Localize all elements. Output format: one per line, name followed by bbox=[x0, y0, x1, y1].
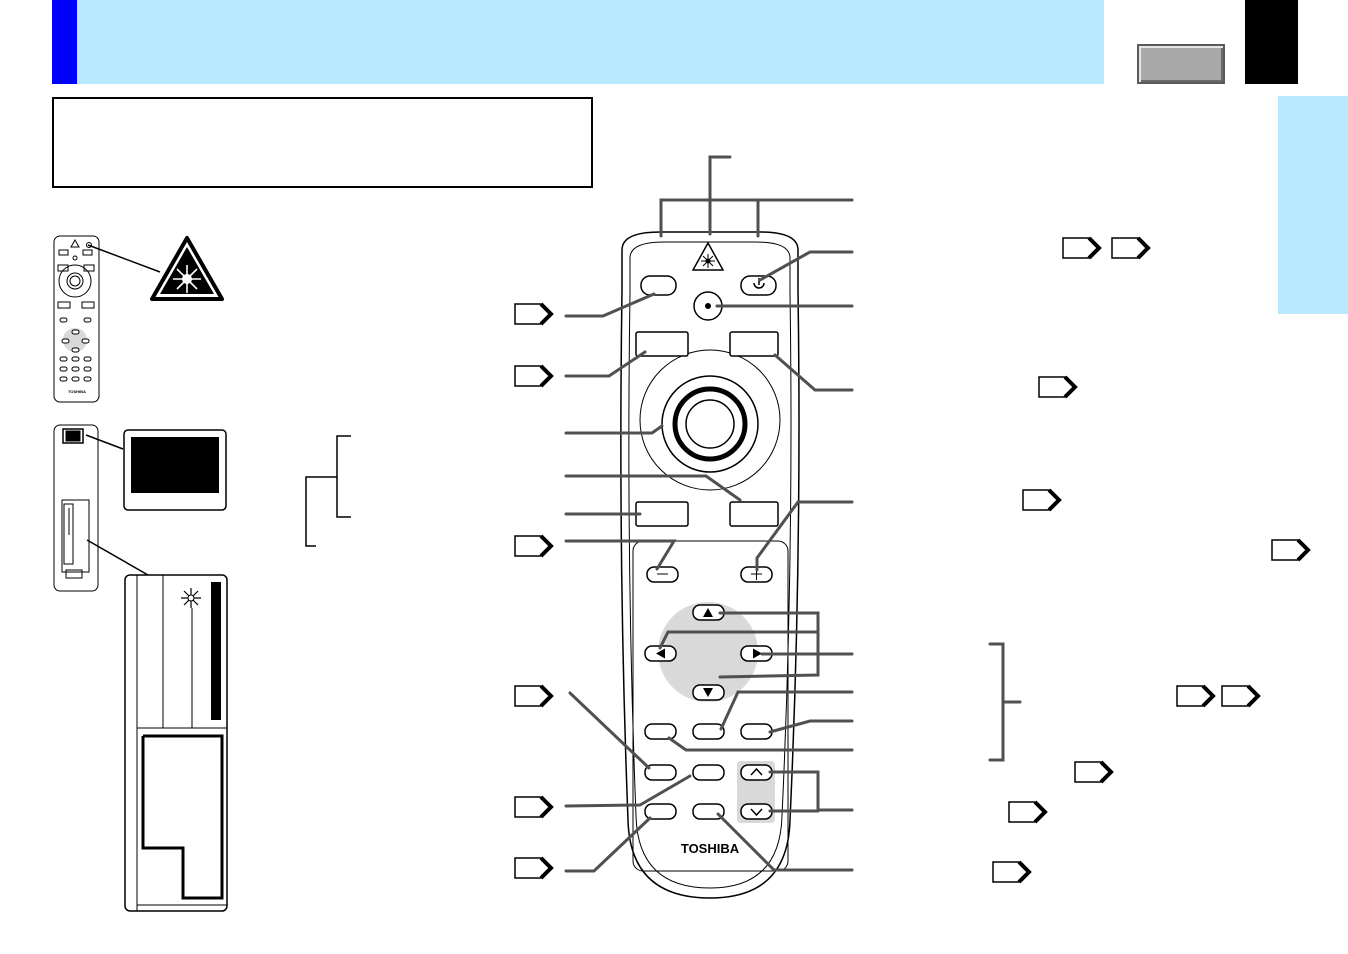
right-click-button[interactable] bbox=[730, 332, 778, 356]
small-remote-front bbox=[54, 236, 99, 402]
function-button-2[interactable] bbox=[693, 724, 724, 739]
arrow-down-button[interactable] bbox=[693, 685, 724, 700]
page-up-button[interactable] bbox=[741, 765, 772, 780]
function-button-5[interactable] bbox=[693, 765, 724, 780]
small-remote-back bbox=[54, 425, 98, 591]
laser-warning-icon bbox=[152, 238, 222, 299]
magnified-label bbox=[124, 430, 226, 510]
small-brand-label: TOSHIBA bbox=[68, 389, 86, 394]
minus-button[interactable] bbox=[647, 567, 678, 582]
lower-left-button[interactable] bbox=[636, 502, 688, 526]
mouse-dial[interactable] bbox=[640, 350, 780, 490]
top-left-button[interactable] bbox=[641, 276, 676, 295]
function-button-3[interactable] bbox=[741, 724, 772, 739]
magnified-compartment bbox=[125, 575, 227, 911]
brand-label: TOSHIBA bbox=[680, 841, 740, 856]
power-button[interactable] bbox=[741, 276, 776, 295]
lower-right-button[interactable] bbox=[730, 502, 778, 526]
page-down-button[interactable] bbox=[741, 804, 772, 819]
function-button-1[interactable] bbox=[645, 724, 676, 739]
label-bracket bbox=[306, 436, 351, 546]
